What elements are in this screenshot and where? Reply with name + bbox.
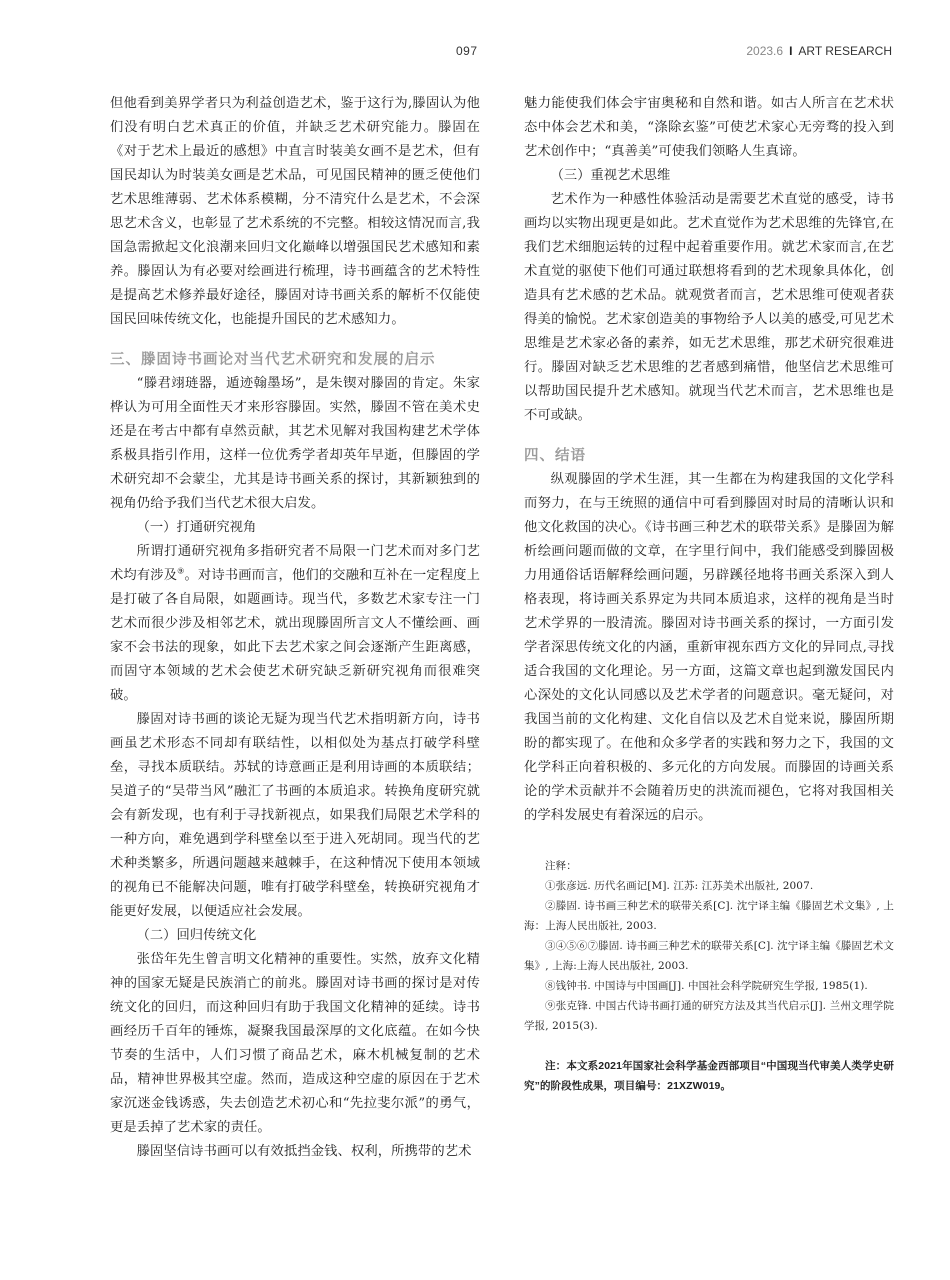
spacer: [524, 428, 894, 444]
subsection-heading-2: （二）回归传统文化: [136, 928, 257, 943]
page-header: [0, 44, 950, 64]
journal-info: [746, 44, 892, 58]
spacer: [110, 332, 480, 348]
journal-name: ART RESEARCH: [798, 44, 892, 58]
left-column: [110, 92, 480, 1164]
page-number: 097: [456, 44, 478, 58]
body-paragraph: 滕固坚信诗书画可以有效抵挡金钱、权利，所携带的艺术: [136, 1144, 472, 1159]
paragraph-text: 。对诗书画而言，他们的交融和互补在一定程度上是打破了各自局限，如题画诗。现当代，多数艺术家专注一门艺术而很少涉及相邻艺术，就出现滕固所言文人不懂绘画、画家不会书法的现象，如此下去艺术家之间会逐渐产生距离感，而固守本领域的艺术会使艺术研究缺乏新研究视角而很难突破。: [110, 568, 480, 703]
note-item: ⑧钱钟书. 中国诗与中国画[J]. 中国社会科学院研究生学报, 1985(1).: [545, 980, 868, 992]
note-item: ①张彦远. 历代名画记[M]. 江苏: 江苏美术出版社, 2007.: [545, 880, 814, 892]
section-heading-3: 三、滕固诗书画论对当代艺术研究和发展的启示: [110, 351, 436, 368]
header-separator: I: [789, 44, 793, 58]
body-paragraph: 但他看到美界学者只为利益创造艺术，鉴于这行为,滕固认为他们没有明白艺术真正的价值，并缺乏艺术研究能力。滕固在《对于艺术上最近的感想》中直言时装美女画不是艺术，但有国民却认为时装美女画是艺术品，可见国民精神的匮乏使他们艺术思维薄弱、艺术体系模糊，分不清究什么是艺术，不会深思艺术含义，也彰显了艺术系统的不完整。相较这情况而言,我国急需掀起文化浪潮来回归文化巅峰以增强国民艺术感知和素养。滕固认为有必要对绘画进行梳理，诗书画蕴含的艺术特性是提高艺术修养最好途径，滕固对诗书画关系的解析不仅能使国民回味传统文化，也能提升国民的艺术感知力。: [110, 96, 480, 327]
note-item: ⑨张克锋. 中国古代诗书画打通的研究方法及其当代启示[J]. 兰州文理学院学报, 2015(3).: [524, 1000, 894, 1032]
section-heading-4: 四、结语: [524, 447, 586, 464]
body-paragraph: 魅力能使我们体会宇宙奥秘和自然和谐。如古人所言在艺术状态中体会艺术和美，“涤除玄鉴”可使艺术家心无旁骛的投入到艺术创作中；“真善美”可使我们领略人生真谛。: [524, 96, 894, 159]
notes-title: 注释：: [545, 860, 577, 872]
body-paragraph: [110, 540, 480, 708]
body-paragraph: 艺术作为一种感性体验活动是需要艺术直觉的感受，诗书画均以实物出现更是如此。艺术直觉作为艺术思维的先锋官,在我们艺术细胞运转的过程中起着重要作用。就艺术家而言,在艺术直觉的驱使下他们可通过联想将看到的艺术现象具体化，创造具有艺术感的艺术品。就观赏者而言，艺术思维可使观者获得美的愉悦。艺术家创造美的事物给予人以美的感受,可见艺术思维是艺术家必备的素养，如无艺术思维，那艺术研究很难进行。滕固对缺乏艺术思维的艺者感到痛惜，他坚信艺术思维可以帮助国民提升艺术感知。就现当代艺术而言，艺术思维也是不可或缺。: [524, 192, 894, 423]
paragraph-text: 所谓打通研究视角多指研究者不局限一门艺术而对多门艺术均有涉及: [110, 544, 480, 583]
body-paragraph: 滕固对诗书画的谈论无疑为现当代艺术指明新方向，诗书画虽艺术形态不同却有联结性，以相似处为基点打破学科壁垒，寻找本质联结。苏轼的诗意画正是利用诗画的本质联结；吴道子的“吴带当风”融汇了书画的本质追求。转换角度研究就会有新发现，也有利于寻找新视点，如果我们局限艺术学科的一种方向，难免遇到学科壁垒以至于进入死胡同。现当代的艺术种类繁多，所遇问题越来越棘手，在这种情况下使用本领域的视角已不能解决问题，唯有打破学科壁垒，转换研究视角才能更好发展，以便适应社会发展。: [110, 712, 480, 919]
body-paragraph: “滕君翊琏器，遁迹翰墨场”，是朱锲对滕固的肯定。朱家桦认为可用全面性天才来形容滕固。实然，滕固不管在美术史还是在考古中都有卓然贡献，其艺术见解对我国构建艺术学体系极具指引作用，这样一位优秀学者却英年早逝，但滕固的学术研究却不会蒙尘，尤其是诗书画关系的探讨，其新颖独到的视角仍给予我们当代艺术很大启发。: [110, 376, 480, 511]
funding-acknowledgement: 注：本文系2021年国家社会科学基金西部项目“中国现当代审美人类学史研究”的阶段性成果，项目编号：21XZW019。: [524, 1060, 894, 1092]
footnote-marker: ⑨: [177, 566, 185, 576]
notes-section: [524, 856, 894, 1036]
issue-number: 2023.6: [746, 44, 784, 58]
subsection-heading-1: （一）打通研究视角: [136, 520, 257, 535]
note-item: ③④⑤⑥⑦滕固. 诗书画三种艺术的联带关系[C]. 沈宁译主编《滕固艺术文集》, 上海:上海人民出版社, 2003.: [524, 940, 894, 972]
body-paragraph: 纵观滕固的学术生涯，其一生都在为构建我国的文化学科而努力，在与王统照的通信中可看到滕固对时局的清晰认识和他文化救国的决心。《诗书画三种艺术的联带关系》是滕固为解析绘画问题而做的文章，在字里行间中，我们能感受到滕固极力用通俗话语解释绘画问题，另辟蹊径地将书画关系深入到人格表现，将诗画关系界定为共同本质追求，这样的视角是当时艺术学界的一股清流。滕固对诗书画关系的探讨，一方面引发学者深思传统文化的内涵，重新审视东西方文化的异同点,寻找适合我国的文化理论。另一方面，这篇文章也起到激发国民内心深处的文化认同感以及艺术学者的问题意识。毫无疑问，对我国当前的文化构建、文化自信以及艺术自觉来说，滕固所期盼的都实现了。在他和众多学者的实践和努力之下，我国的文化学科正向着积极的、多元化的方向发展。而滕固的诗画关系论的学术贡献并不会随着历史的洪流而褪色，它将对我国相关的学科发展史有着深远的启示。: [524, 472, 894, 823]
body-paragraph: 张岱年先生曾言明文化精神的重要性。实然，放弃文化精神的国家无疑是民族消亡的前兆。滕固对诗书画的探讨是对传统文化的回归，而这种回归有助于我国文化精神的延续。诗书画经历千百年的锤炼，凝聚我国最深厚的文化底蕴。在如今快节奏的生活中，人们习惯了商品艺术，麻木机械复制的艺术品，精神世界极其空虚。然而，造成这种空虚的原因在于艺术家沉迷金钱诱惑，失去创造艺术初心和“先拉斐尔派”的勇气，更是丢掉了艺术家的责任。: [110, 952, 480, 1135]
right-column: [524, 92, 894, 1096]
note-item: ②滕固. 诗书画三种艺术的联带关系[C]. 沈宁译主编《滕固艺术文集》, 上海：上海人民出版社, 2003.: [524, 900, 894, 932]
subsection-heading-3: （三）重视艺术思维: [550, 168, 671, 183]
